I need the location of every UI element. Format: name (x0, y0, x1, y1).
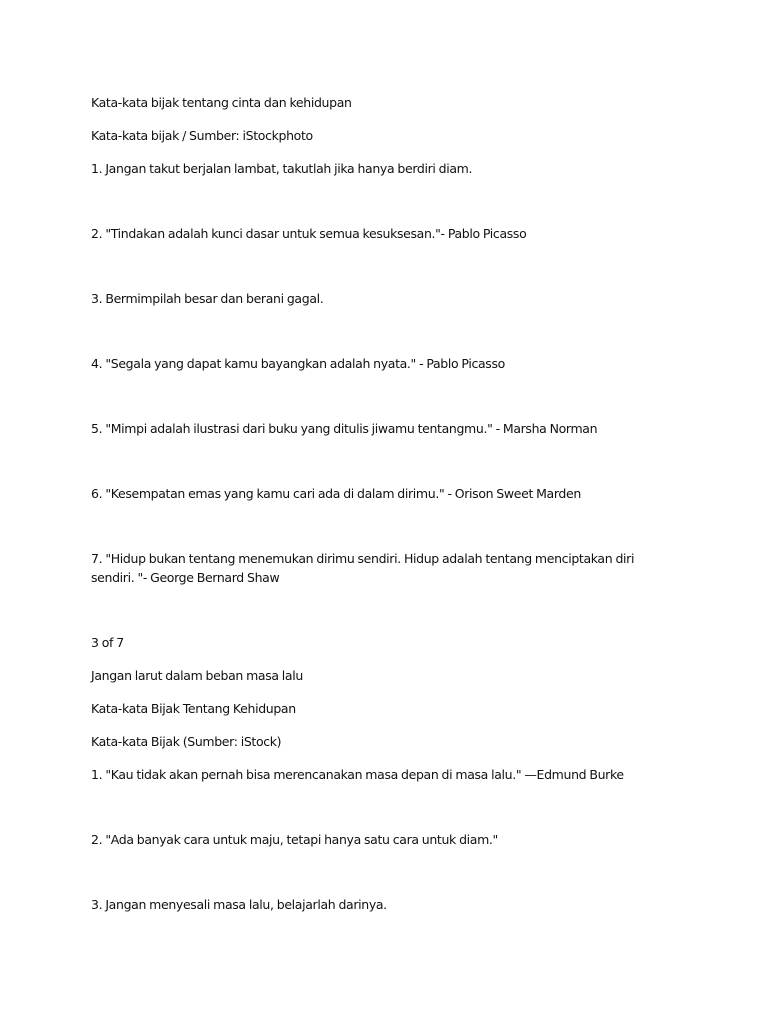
quote-item: 3. Jangan menyesali masa lalu, belajarlah darinya. (91, 897, 387, 912)
quote-item: 2. "Ada banyak cara untuk maju, tetapi hanya satu cara untuk diam." (91, 832, 498, 847)
quote-item: 6. "Kesempatan emas yang kamu cari ada di dalam dirimu." - Orison Sweet Marden (91, 486, 581, 501)
quote-item: 3. Bermimpilah besar dan berani gagal. (91, 291, 324, 306)
quote-item: 7. "Hidup bukan tentang menemukan dirimu sendiri. Hidup adalah tentang menciptakan diri sendiri. "- George Bernard Shaw (91, 551, 638, 585)
quote-item: 1. "Kau tidak akan pernah bisa merencanakan masa depan di masa lalu." —Edmund Burke (91, 767, 624, 782)
quote-item: 1. Jangan takut berjalan lambat, takutlah jika hanya berdiri diam. (91, 161, 473, 176)
document-content (91, 93, 691, 914)
section-subheading: Jangan larut dalam beban masa lalu (91, 668, 303, 683)
quote-item: 2. "Tindakan adalah kunci dasar untuk semua kesuksesan."- Pablo Picasso (91, 226, 527, 241)
section-heading: Kata-kata bijak tentang cinta dan kehidupan (91, 95, 352, 110)
section-heading: Kata-kata Bijak Tentang Kehidupan (91, 701, 296, 716)
quote-item: 5. "Mimpi adalah ilustrasi dari buku yang ditulis jiwamu tentangmu." - Marsha Norman (91, 421, 598, 436)
image-caption: Kata-kata bijak / Sumber: iStockphoto (91, 128, 313, 143)
quote-item: 4. "Segala yang dapat kamu bayangkan adalah nyata." - Pablo Picasso (91, 356, 505, 371)
image-caption: Kata-kata Bijak (Sumber: iStock) (91, 734, 282, 749)
pagination-indicator: 3 of 7 (91, 635, 124, 650)
